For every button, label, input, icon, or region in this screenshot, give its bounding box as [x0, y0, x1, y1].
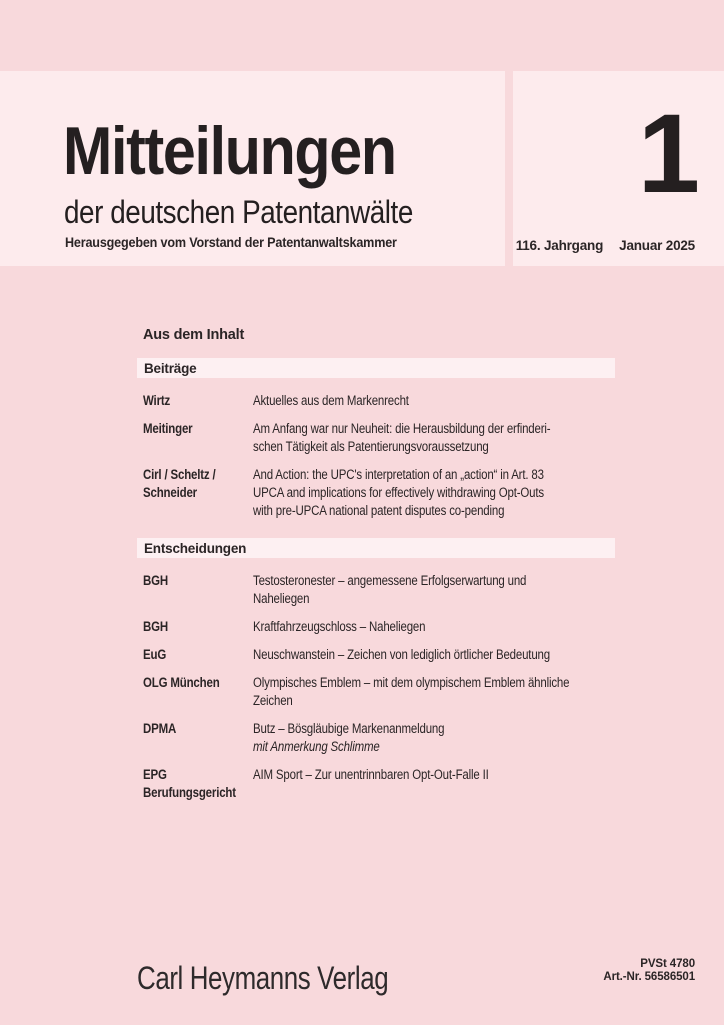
toc-section-label: Entscheidungen	[144, 541, 247, 556]
toc-row-author: BGH	[143, 573, 168, 588]
toc-row-desc	[253, 420, 561, 456]
toc-row-author: OLG München	[143, 675, 220, 690]
toc-row	[137, 720, 615, 756]
toc-row-desc	[253, 392, 561, 410]
toc-section	[137, 358, 615, 538]
toc-row-desc	[253, 618, 561, 636]
toc-section-band	[137, 538, 615, 558]
toc-row	[137, 420, 615, 456]
publisher-line: Herausgegeben vom Vorstand der Patentanwaltskammer	[65, 234, 397, 250]
toc-row-title: Testosteronester – angemessene Erfolgserwartung und Naheliegen	[253, 573, 527, 606]
toc-row	[137, 766, 615, 802]
toc-row-author: EuG	[143, 647, 167, 662]
table-of-contents	[137, 326, 615, 820]
toc-row-title: Butz – Bösgläubige Markenanmeldung	[253, 721, 445, 736]
toc-row-desc	[253, 720, 561, 756]
toc-row-note: mit Anmerkung Schlimme	[253, 739, 380, 754]
toc-row-title: And Action: the UPC's interpretation of an „action“ in Art. 83 UPCA and implications for effectively withdrawing Opt-Outs with pre-UPCA national patent disputes co-pending	[253, 467, 544, 518]
toc-row	[137, 646, 615, 664]
toc-heading: Aus dem Inhalt	[143, 327, 245, 343]
toc-row-author: EPG Berufungsgericht	[143, 767, 236, 800]
toc-row-author: Meitinger	[143, 421, 193, 436]
toc-row	[137, 674, 615, 710]
toc-row	[137, 392, 615, 410]
toc-row-desc	[253, 646, 561, 664]
toc-row-author: Wirtz	[143, 393, 171, 408]
toc-row-desc	[253, 766, 561, 802]
toc-row-author: DPMA	[143, 721, 177, 736]
toc-row-title: Aktuelles aus dem Markenrecht	[253, 393, 409, 408]
publisher-logo-text: Carl Heymanns Verlag	[137, 960, 389, 996]
article-number: Art.-Nr. 56586501	[603, 971, 695, 983]
toc-row-desc	[253, 572, 561, 608]
toc-section-rows	[137, 392, 615, 538]
issue-number: 1	[637, 91, 700, 216]
toc-section-band	[137, 358, 615, 378]
postal-code: PVSt 4780	[640, 958, 695, 970]
footer-meta	[603, 958, 695, 984]
toc-section	[137, 538, 615, 820]
toc-row-title: Kraftfahrzeugschloss – Naheliegen	[253, 619, 426, 634]
toc-section-label: Beiträge	[144, 361, 197, 376]
masthead-panel	[0, 71, 505, 266]
toc-row-title: Neuschwanstein – Zeichen von lediglich örtlicher Bedeutung	[253, 647, 550, 662]
journal-subtitle: der deutschen Patentanwälte	[64, 194, 413, 230]
toc-row-desc	[253, 674, 569, 710]
toc-row-author: Cirl / Scheltz / Schneider	[143, 467, 216, 500]
toc-sections	[137, 358, 615, 820]
toc-row-title: Am Anfang war nur Neuheit: die Herausbildung der erfinderi- schen Tätigkeit als Patentierungsvoraussetzung	[253, 421, 551, 454]
toc-row-author: BGH	[143, 619, 168, 634]
toc-row-title: AIM Sport – Zur unentrinnbaren Opt-Out-Falle II	[253, 767, 489, 782]
toc-row-desc	[253, 466, 561, 520]
toc-row-title: Olympisches Emblem – mit dem olympischem Emblem ähnliche Zeichen	[253, 675, 570, 708]
issue-meta	[501, 225, 695, 266]
issue-panel	[513, 71, 724, 266]
toc-row	[137, 618, 615, 636]
volume-label: 116. Jahrgang	[515, 237, 604, 253]
journal-title: Mitteilungen	[63, 113, 396, 189]
toc-row	[137, 466, 615, 520]
toc-row	[137, 572, 615, 608]
toc-section-rows	[137, 572, 615, 820]
issue-date: Januar 2025	[619, 237, 695, 253]
